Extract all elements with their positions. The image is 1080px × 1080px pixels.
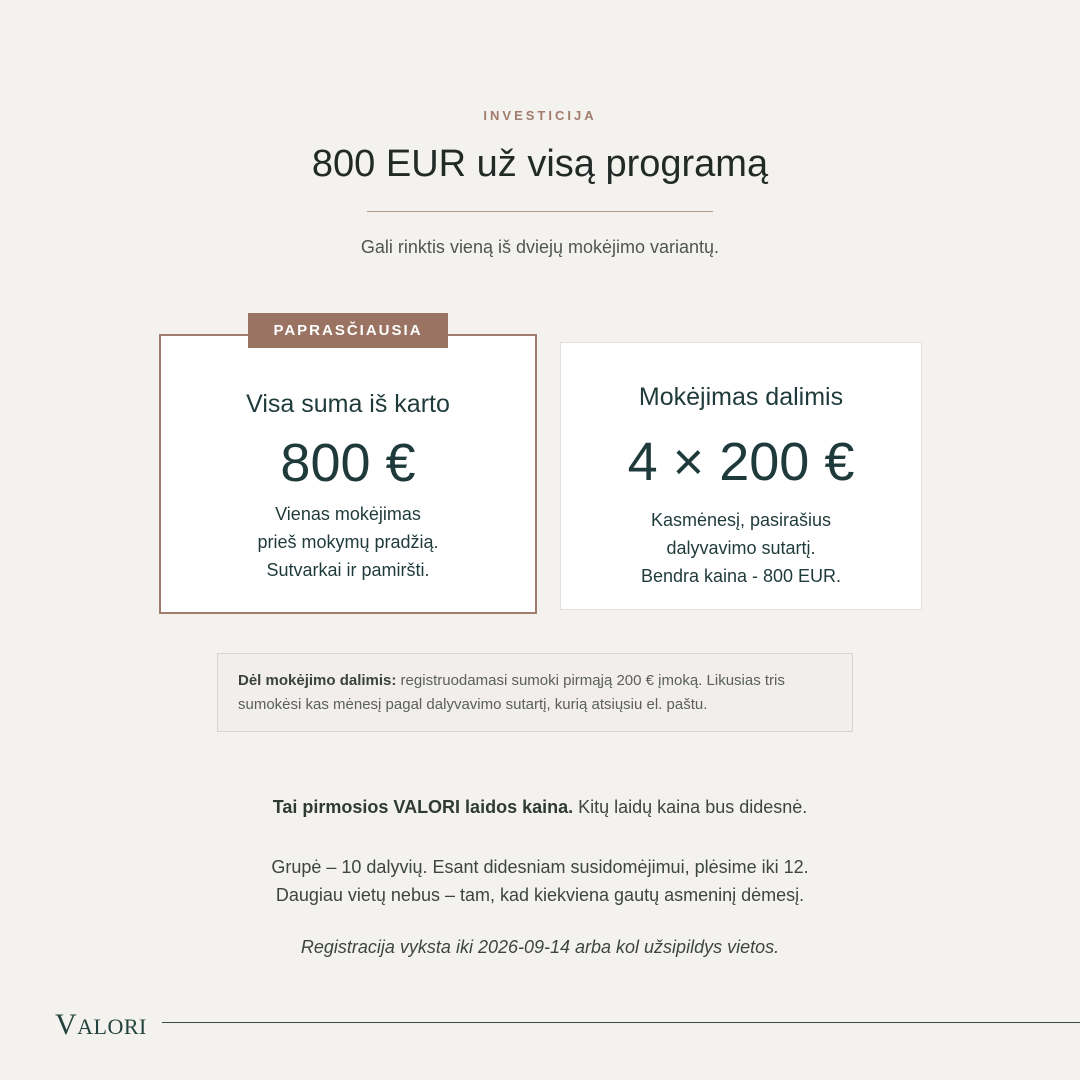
price-info [0, 797, 1080, 818]
footer-divider [162, 1022, 1080, 1023]
page-subtitle: Gali rinktis vieną iš dviejų mokėjimo variantų. [360, 237, 720, 257]
group-info [0, 853, 1080, 909]
option-heading: Visa suma iš karto [246, 390, 450, 418]
price-info-strong: Tai pirmosios VALORI laidos kaina. [272, 797, 574, 817]
option-description-line: Vienas mokėjimas [275, 504, 421, 524]
registration-info: Registracija vyksta iki 2026-09-14 arba kol užsipildys vietos. [300, 937, 780, 957]
page-title: 800 EUR už visą programą [311, 143, 769, 185]
group-info-line: Grupė – 10 dalyvių. Esant didesniam susidomėjimui, plėsime iki 12. [271, 857, 809, 877]
price-info-rest: Kitų laidų kaina bus didesnė. [573, 797, 808, 817]
brand-logo [55, 1008, 147, 1042]
option-card-installments [560, 342, 922, 610]
option-price: 4 × 200 € [627, 432, 855, 492]
option-price: 800 € [280, 433, 416, 493]
note-text: registruodamasi sumoki pirmąją 200 € įmoką. Likusias tris sumokėsi kas mėnesį pagal dalyvavimo sutartį, kurią atsiųsiu el. paštu. [238, 672, 785, 713]
option-card-full-payment [159, 334, 537, 614]
option-description-line: Kasmėnesį, pasirašius [650, 510, 832, 530]
recommended-badge: PAPRASČIAUSIA [248, 313, 448, 348]
option-description-line: prieš mokymų pradžią. [257, 532, 439, 552]
note-label: Dėl mokėjimo dalimis: [238, 672, 397, 689]
option-heading: Mokėjimas dalimis [638, 383, 844, 411]
brand-initial: V [55, 1008, 78, 1041]
brand-rest: ALORI [77, 1014, 147, 1039]
installment-note [217, 653, 853, 732]
section-eyebrow: INVESTICIJA [483, 108, 597, 123]
title-divider [367, 211, 713, 212]
option-description-line: Bendra kaina - 800 EUR. [640, 566, 842, 586]
option-description [561, 506, 921, 590]
option-description-line: Sutvarkai ir pamiršti. [266, 560, 430, 580]
option-description-line: dalyvavimo sutartį. [666, 538, 816, 558]
group-info-line: Daugiau vietų nebus – tam, kad kiekviena gautų asmeninį dėmesį. [275, 885, 805, 905]
option-description [161, 500, 535, 584]
